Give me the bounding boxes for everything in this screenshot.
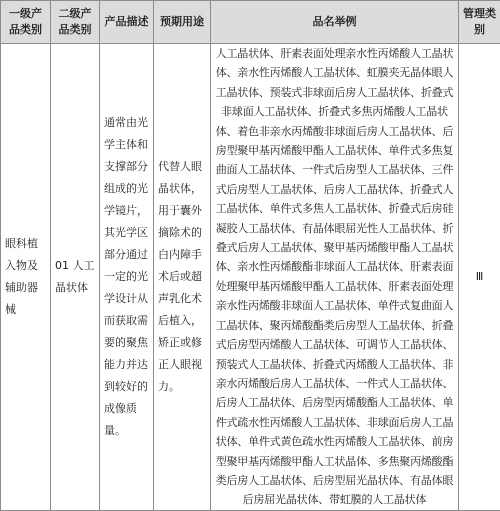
header-intended-use: 预期用途 bbox=[154, 1, 211, 44]
cell-intended-use: 代替人眼晶状体，用于囊外摘除术的白内障手术后或超声乳化术后植入，矫正或修正人眼视力。 bbox=[154, 44, 211, 511]
header-name-examples: 品名举例 bbox=[211, 1, 459, 44]
header-product-description: 产品描述 bbox=[100, 1, 154, 44]
cell-category-level1: 眼科植入物及辅助器械 bbox=[1, 44, 51, 511]
header-category-level2: 二级产品类别 bbox=[51, 1, 100, 44]
cell-category-level2: 01 人工晶状体 bbox=[51, 44, 100, 511]
header-category-level1: 一级产品类别 bbox=[1, 1, 51, 44]
header-row bbox=[1, 1, 500, 44]
cell-management-class: Ⅲ bbox=[459, 44, 500, 511]
table-row bbox=[1, 44, 500, 511]
cell-product-description: 通常由光学主体和支撑部分组成的光学镜片，其光学区部分通过一定的光学设计从而获取需要的聚焦能力并达到较好的成像质量。 bbox=[100, 44, 154, 511]
header-management-class: 管理类别 bbox=[459, 1, 500, 44]
cell-name-examples: 人工晶状体、肝素表面处理亲水性丙烯酸人工晶状体、亲水性丙烯酸人工晶状体、虹膜夹无晶体眼人工晶状体、预装式非球面后房人工晶状体、折叠式非球面人工晶状体、折叠式多焦丙烯酸人工晶状体、着色非亲水丙烯酸非球面后房人工晶状体、后房型聚甲基丙烯酸甲酯人工晶状体、单件式多焦复曲面人工晶状体、一件式后房型人工晶状体、三件式后房型人工晶状体、后房人工晶状体、折叠式人工晶状体、单件式多焦人工晶状体、折叠式后房硅凝胶人工晶状体、有晶体眼屈光性人工晶状体、折叠式后房人工晶状体、聚甲基丙烯酸甲酯人工晶状体、亲水性丙烯酸酯非球面人工晶状体、肝素表面处理聚甲基丙烯酸甲酯人工晶状体、肝素表面处理亲水性丙烯酸非球面人工晶状体、单件式复曲面人工晶状体、聚丙烯酸酯类后房型人工晶状体、折叠式后房型丙烯酸人工晶状体、可调节人工晶状体、预装式人工晶状体、折叠式丙烯酸人工晶状体、非亲水丙烯酸后房人工晶状体、一件式人工晶状体、后房人工晶状体、后房型丙烯酸酯人工晶状体、单件式疏水性丙烯酸人工晶状体、非球面后房人工晶状体、单件式黄色疏水性丙烯酸人工晶状体、前房型聚甲基丙烯酸甲酯人工状晶体、多焦聚丙烯酸酯类后房人工晶状体、后房型屈光晶状体、有晶体眼后房屈光晶状体、带虹膜的人工晶状体 bbox=[211, 44, 459, 511]
